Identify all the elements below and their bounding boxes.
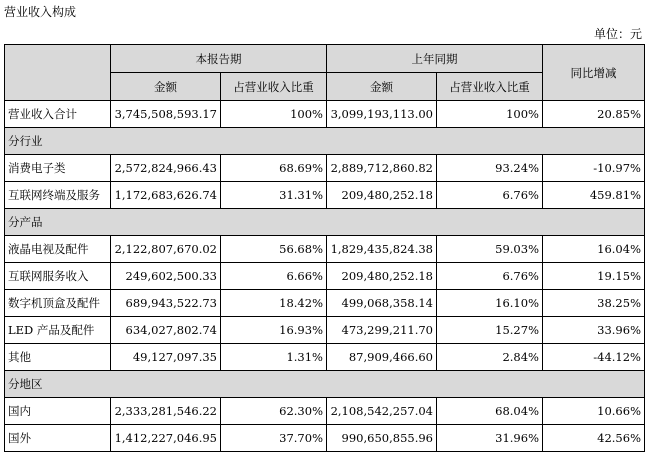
table-row: [5, 317, 645, 344]
table-row: [5, 425, 645, 452]
total-current-share: 100%: [221, 101, 327, 128]
row-current-amount: 2,122,807,670.02: [111, 236, 221, 263]
row-current-share: 1.31%: [221, 344, 327, 371]
row-prior-share: 15.27%: [437, 317, 543, 344]
total-label: 营业收入合计: [5, 101, 111, 128]
header-prior-amount: 金额: [327, 73, 437, 101]
row-yoy: 10.66%: [543, 398, 645, 425]
row-label: 数字机顶盒及配件: [5, 290, 111, 317]
header-yoy: 同比增减: [543, 45, 645, 101]
row-current-amount: 49,127,097.35: [111, 344, 221, 371]
row-prior-amount: 87,909,466.60: [327, 344, 437, 371]
row-current-amount: 2,572,824,966.43: [111, 155, 221, 182]
row-current-share: 31.31%: [221, 182, 327, 209]
row-current-share: 68.69%: [221, 155, 327, 182]
total-row: [5, 101, 645, 128]
revenue-composition-table: [4, 44, 645, 452]
row-prior-amount: 473,299,211.70: [327, 317, 437, 344]
table-row: [5, 236, 645, 263]
table-row: [5, 182, 645, 209]
row-prior-share: 2.84%: [437, 344, 543, 371]
row-prior-amount: 1,829,435,824.38: [327, 236, 437, 263]
row-label: 其他: [5, 344, 111, 371]
row-current-share: 6.66%: [221, 263, 327, 290]
header-prior-share: 占营业收入比重: [437, 73, 543, 101]
row-current-share: 16.93%: [221, 317, 327, 344]
row-prior-amount: 2,889,712,860.82: [327, 155, 437, 182]
row-yoy: 33.96%: [543, 317, 645, 344]
total-yoy: 20.85%: [543, 101, 645, 128]
table-row: [5, 344, 645, 371]
row-current-share: 62.30%: [221, 398, 327, 425]
row-current-amount: 249,602,500.33: [111, 263, 221, 290]
row-yoy: 19.15%: [543, 263, 645, 290]
row-label: 互联网服务收入: [5, 263, 111, 290]
row-current-amount: 1,172,683,626.74: [111, 182, 221, 209]
row-yoy: 42.56%: [543, 425, 645, 452]
row-label: LED 产品及配件: [5, 317, 111, 344]
header-prior-period: 上年同期: [327, 45, 543, 73]
row-current-share: 56.68%: [221, 236, 327, 263]
header-current-period: 本报告期: [111, 45, 327, 73]
row-current-share: 37.70%: [221, 425, 327, 452]
row-prior-amount: 209,480,252.18: [327, 263, 437, 290]
row-label: 液晶电视及配件: [5, 236, 111, 263]
header-current-share: 占营业收入比重: [221, 73, 327, 101]
row-label: 消费电子类: [5, 155, 111, 182]
row-yoy: -44.12%: [543, 344, 645, 371]
table-row: [5, 155, 645, 182]
row-current-share: 18.42%: [221, 290, 327, 317]
table-row: [5, 290, 645, 317]
row-label: 互联网终端及服务: [5, 182, 111, 209]
header-blank: [5, 45, 111, 101]
row-prior-share: 59.03%: [437, 236, 543, 263]
section-label: 分产品: [5, 209, 645, 236]
row-label: 国外: [5, 425, 111, 452]
row-prior-share: 93.24%: [437, 155, 543, 182]
total-prior-share: 100%: [437, 101, 543, 128]
row-prior-share: 31.96%: [437, 425, 543, 452]
row-yoy: 459.81%: [543, 182, 645, 209]
total-current-amount: 3,745,508,593.17: [111, 101, 221, 128]
row-prior-amount: 499,068,358.14: [327, 290, 437, 317]
table-row: [5, 263, 645, 290]
row-yoy: -10.97%: [543, 155, 645, 182]
row-prior-share: 6.76%: [437, 263, 543, 290]
section-row: [5, 209, 645, 236]
unit-label: 单位：元: [593, 27, 642, 41]
row-label: 国内: [5, 398, 111, 425]
section-row: [5, 128, 645, 155]
row-current-amount: 634,027,802.74: [111, 317, 221, 344]
section-label: 分地区: [5, 371, 645, 398]
row-current-amount: 689,943,522.73: [111, 290, 221, 317]
row-yoy: 16.04%: [543, 236, 645, 263]
row-prior-amount: 2,108,542,257.04: [327, 398, 437, 425]
row-prior-share: 16.10%: [437, 290, 543, 317]
total-prior-amount: 3,099,193,113.00: [327, 101, 437, 128]
row-prior-share: 68.04%: [437, 398, 543, 425]
section-label: 分行业: [5, 128, 645, 155]
table-row: [5, 398, 645, 425]
section-row: [5, 371, 645, 398]
row-prior-share: 6.76%: [437, 182, 543, 209]
table-title: 营业收入构成: [4, 5, 77, 19]
row-prior-amount: 990,650,855.96: [327, 425, 437, 452]
row-current-amount: 1,412,227,046.95: [111, 425, 221, 452]
row-prior-amount: 209,480,252.18: [327, 182, 437, 209]
row-current-amount: 2,333,281,546.22: [111, 398, 221, 425]
header-current-amount: 金额: [111, 73, 221, 101]
row-yoy: 38.25%: [543, 290, 645, 317]
